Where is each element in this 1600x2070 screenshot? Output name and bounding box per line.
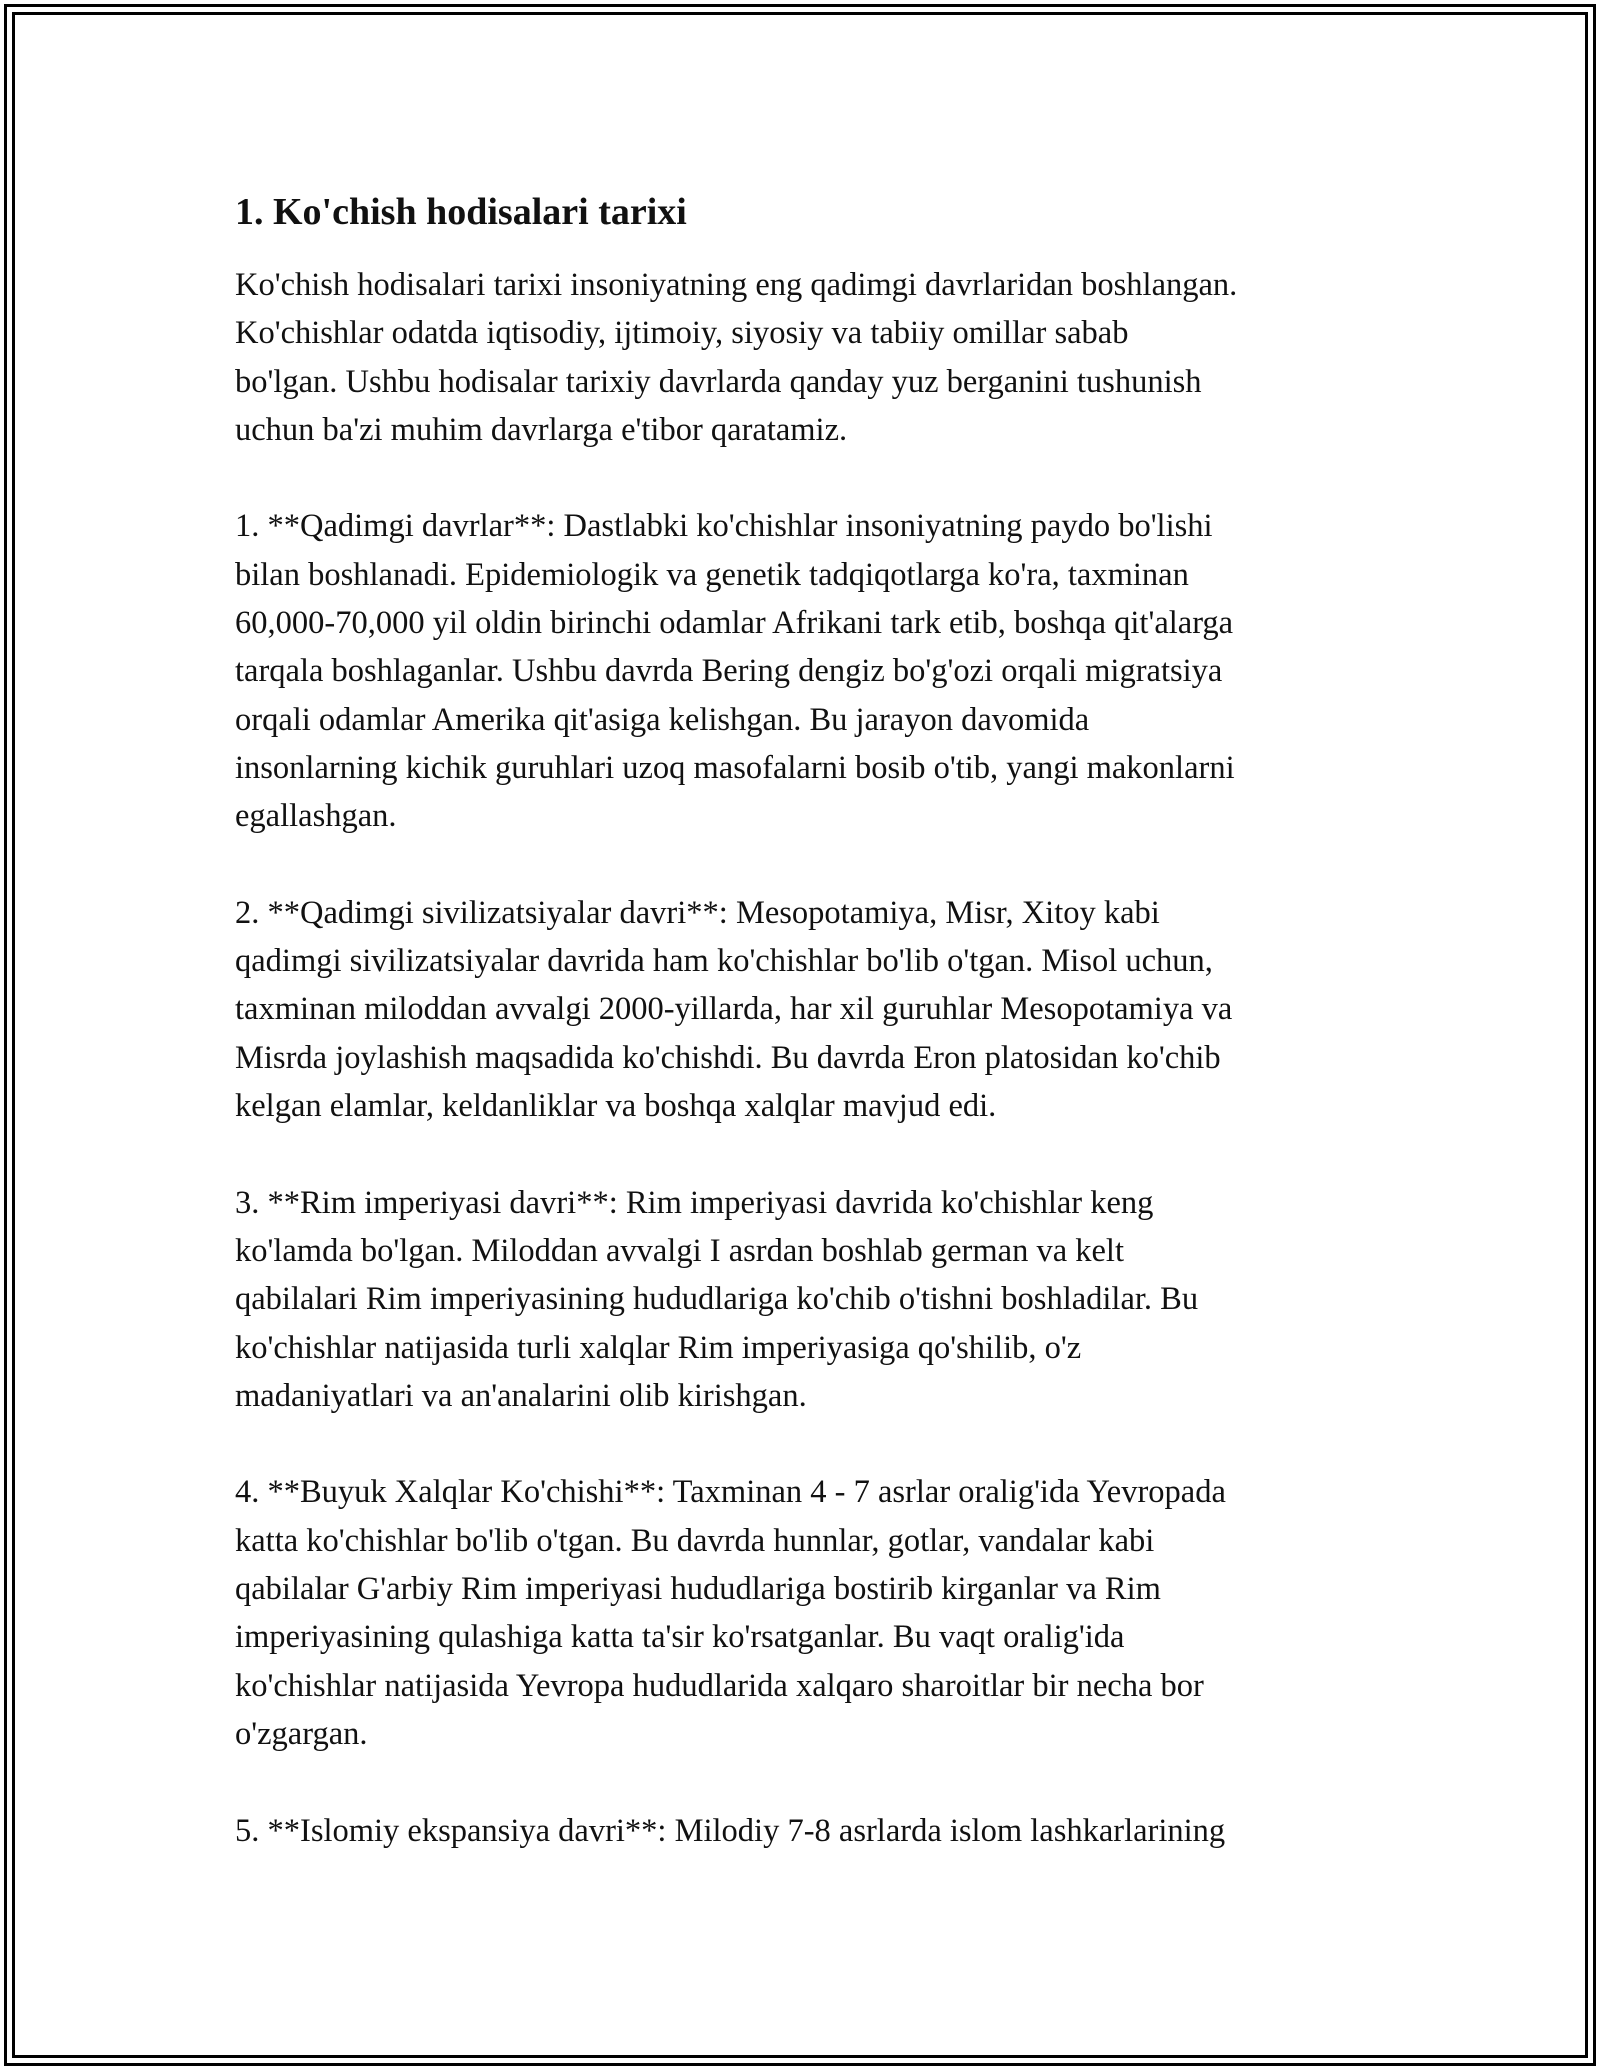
paragraph-ancient-periods: 1. **Qadimgi davrlar**: Dastlabki ko'chishlar insoniyatning paydo bo'lishi bilan boshlanadi. Epidemiologik va genetik tadqiqotlarga ko'ra, taxminan 60,000-70,000 yil oldin birinchi odamlar Afrikani tark etib, boshqa qit'alarga tarqala boshlaganlar. Ushbu davrda Bering dengiz bo'g'ozi orqali migratsiya orqali odamlar Amerika qit'asiga kelishgan. Bu jarayon davomida insonlarning kichik guruhlari uzoq masofalarni bosib o'tib, yangi makonlarni egallashgan. <box>235 508 1235 835</box>
paragraph-great-migration: 4. **Buyuk Xalqlar Ko'chishi**: Taxminan 4 - 7 asrlar oralig'ida Yevropada katta ko'chishlar bo'lib o'tgan. Bu davrda hunnlar, gotlar, vandalar kabi qabilalar G'arbiy Rim imperiyasi hududlariga bostirib kirganlar va Rim imperiyasining qulashiga katta ta'sir ko'rsatganlar. Bu vaqt oralig'ida ko'chishlar natijasida Yevropa hududlarida xalqaro sharoitlar bir necha bor o'zgargan. <box>235 1474 1226 1752</box>
document-body <box>235 186 1375 1855</box>
section-title: 1. Ko'chish hodisalari tarixi <box>235 191 687 233</box>
paragraph-roman-empire: 3. **Rim imperiyasi davri**: Rim imperiyasi davrida ko'chishlar keng ko'lamda bo'lgan. Miloddan avvalgi I asrdan boshlab german va kelt qabilalari Rim imperiyasining hududlariga ko'chib o'tishni boshladilar. Bu ko'chishlar natijasida turli xalqlar Rim imperiyasiga qo'shilib, o'z madaniyatlari va an'analarini olib kirishgan. <box>235 1184 1199 1414</box>
intro-paragraph: Ko'chish hodisalari tarixi insoniyatning eng qadimgi davrlaridan boshlangan. Ko'chishlar odatda iqtisodiy, ijtimoiy, siyosiy va tabiiy omillar sabab bo'lgan. Ushbu hodisalar tarixiy davrlarda qanday yuz berganini tushunish uchun ba'zi muhim davrlarga e'tibor qaratamiz. <box>235 267 1238 448</box>
paragraph-ancient-civilizations: 2. **Qadimgi sivilizatsiyalar davri**: Mesopotamiya, Misr, Xitoy kabi qadimgi sivilizatsiyalar davrida ham ko'chishlar bo'lib o'tgan. Misol uchun, taxminan miloddan avvalgi 2000-yillarda, har xil guruhlar Mesopotamiya va Misrda joylashish maqsadida ko'chishdi. Bu davrda Eron platosidan ko'chib kelgan elamlar, keldanliklar va boshqa xalqlar mavjud edi. <box>235 894 1233 1125</box>
paragraph-islamic-expansion: 5. **Islomiy ekspansiya davri**: Milodiy 7-8 asrlarda islom lashkarlarining <box>235 1812 1226 1849</box>
